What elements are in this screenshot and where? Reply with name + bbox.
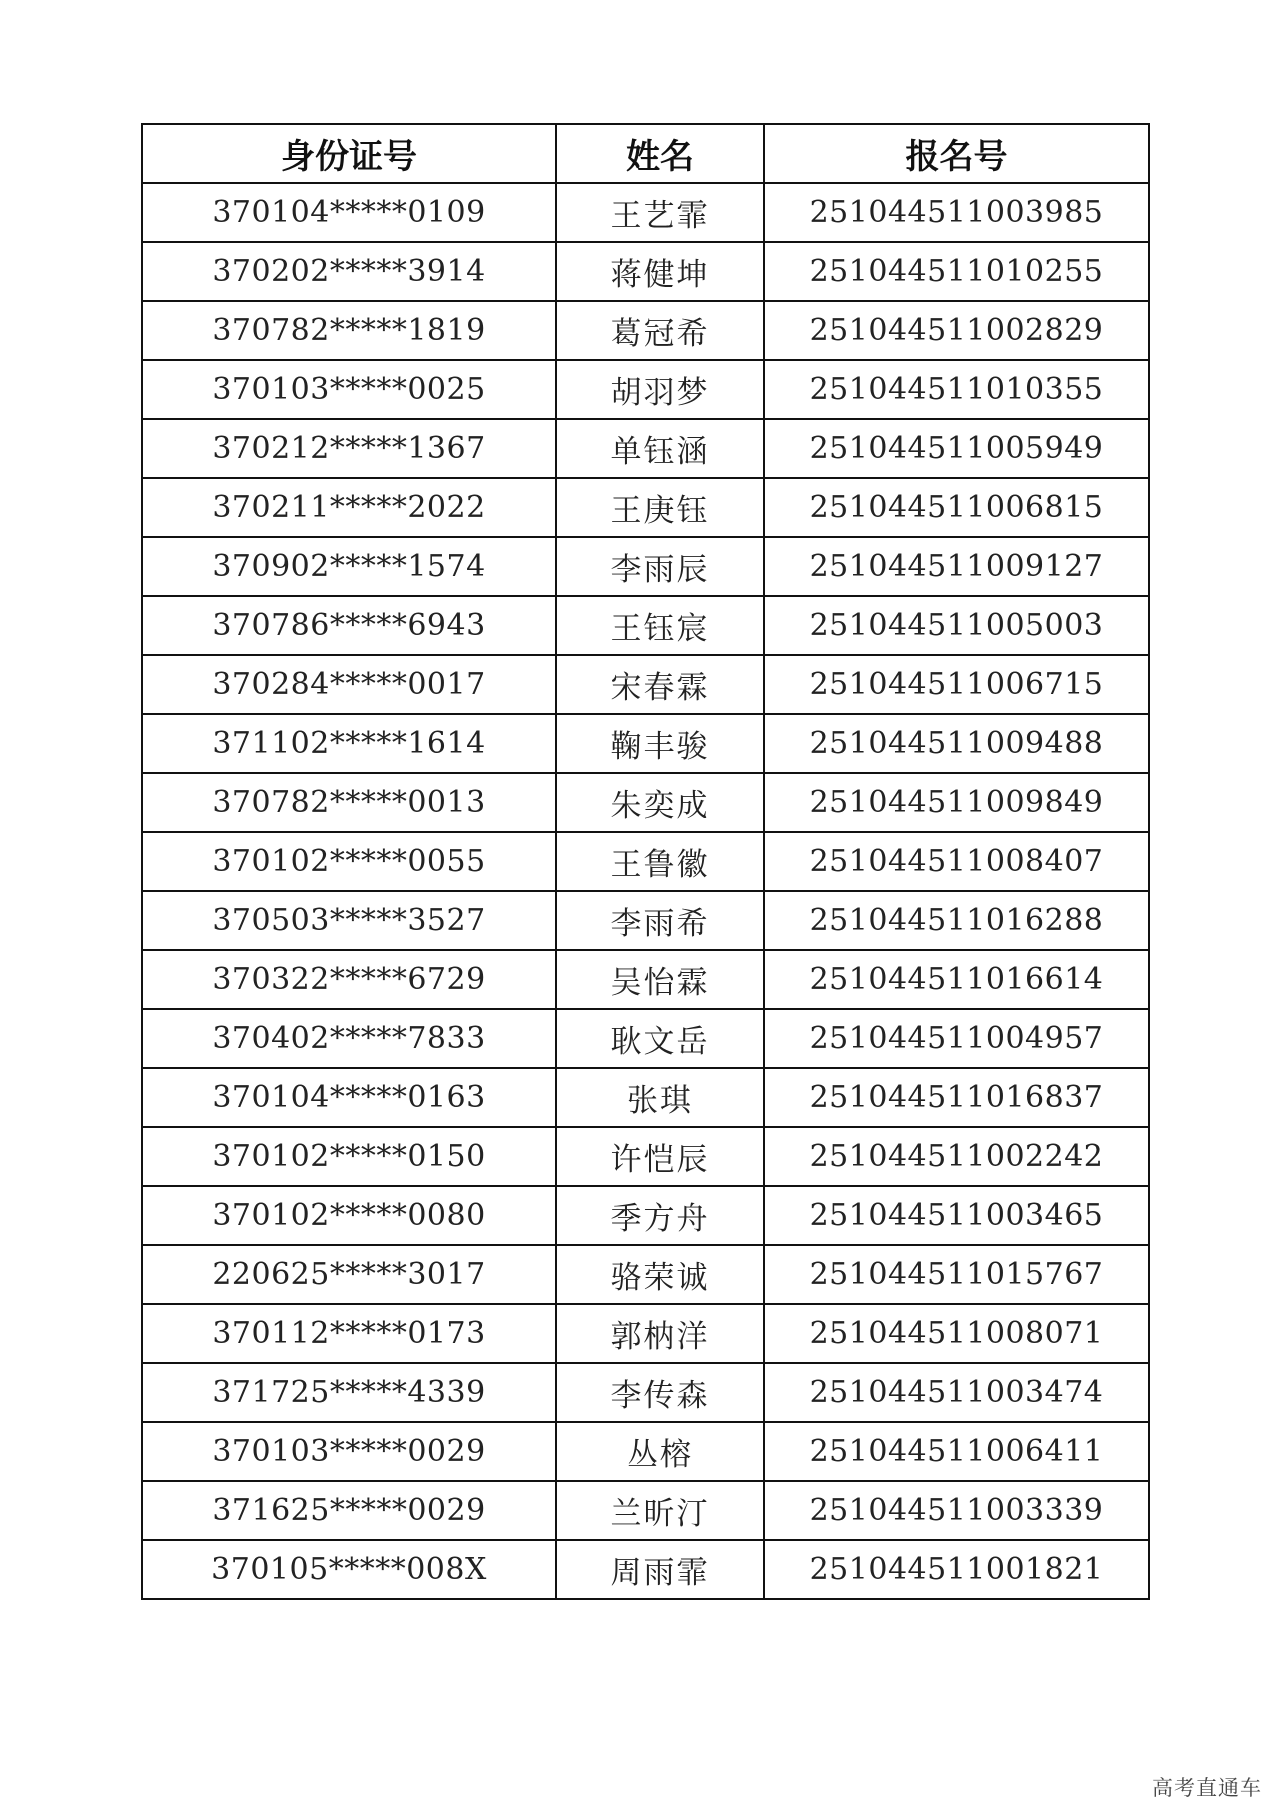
registration-number-cell: 251044511016288 (764, 891, 1149, 950)
registration-number-cell: 251044511005003 (764, 596, 1149, 655)
id-number-cell: 370211*****2022 (142, 478, 556, 537)
name-cell: 周雨霏 (556, 1540, 764, 1599)
name-cell: 耿文岳 (556, 1009, 764, 1068)
table-row (142, 655, 1149, 714)
registration-number-cell: 251044511009127 (764, 537, 1149, 596)
name-cell: 李雨辰 (556, 537, 764, 596)
table-row (142, 537, 1149, 596)
registration-number-cell: 251044511005949 (764, 419, 1149, 478)
name-cell: 吴怡霖 (556, 950, 764, 1009)
header-registration-number: 报名号 (764, 124, 1149, 183)
id-number-cell: 371625*****0029 (142, 1481, 556, 1540)
registration-number-cell: 251044511006815 (764, 478, 1149, 537)
name-cell: 许恺辰 (556, 1127, 764, 1186)
id-number-cell: 370112*****0173 (142, 1304, 556, 1363)
id-number-cell: 370212*****1367 (142, 419, 556, 478)
registration-number-cell: 251044511003474 (764, 1363, 1149, 1422)
header-id-number: 身份证号 (142, 124, 556, 183)
table-row (142, 1245, 1149, 1304)
table-row (142, 832, 1149, 891)
registration-number-cell: 251044511010255 (764, 242, 1149, 301)
name-cell: 郭枘洋 (556, 1304, 764, 1363)
table-row (142, 596, 1149, 655)
id-number-cell: 370322*****6729 (142, 950, 556, 1009)
name-cell: 蒋健坤 (556, 242, 764, 301)
registration-number-cell: 251044511016837 (764, 1068, 1149, 1127)
id-number-cell: 370105*****008X (142, 1540, 556, 1599)
table-row (142, 714, 1149, 773)
name-cell: 季方舟 (556, 1186, 764, 1245)
table-row (142, 1363, 1149, 1422)
table-row (142, 1009, 1149, 1068)
name-cell: 王钰宸 (556, 596, 764, 655)
registration-number-cell: 251044511002829 (764, 301, 1149, 360)
name-cell: 王鲁徽 (556, 832, 764, 891)
registration-number-cell: 251044511015767 (764, 1245, 1149, 1304)
table-row (142, 1127, 1149, 1186)
registration-number-cell: 251044511003985 (764, 183, 1149, 242)
registration-number-cell: 251044511003465 (764, 1186, 1149, 1245)
table-body (142, 183, 1149, 1599)
table-row (142, 301, 1149, 360)
watermark-text: 高考直通车 (1152, 1776, 1262, 1800)
id-number-cell: 370102*****0150 (142, 1127, 556, 1186)
name-cell: 李雨希 (556, 891, 764, 950)
name-cell: 王艺霏 (556, 183, 764, 242)
name-cell: 朱奕成 (556, 773, 764, 832)
id-number-cell: 370104*****0109 (142, 183, 556, 242)
name-cell: 葛冠希 (556, 301, 764, 360)
id-number-cell: 370503*****3527 (142, 891, 556, 950)
registration-number-cell: 251044511002242 (764, 1127, 1149, 1186)
table-row (142, 1481, 1149, 1540)
id-number-cell: 370782*****0013 (142, 773, 556, 832)
id-number-cell: 371102*****1614 (142, 714, 556, 773)
table-row (142, 1068, 1149, 1127)
id-number-cell: 371725*****4339 (142, 1363, 556, 1422)
id-number-cell: 370402*****7833 (142, 1009, 556, 1068)
table-row (142, 891, 1149, 950)
name-cell: 胡羽梦 (556, 360, 764, 419)
table-row (142, 1304, 1149, 1363)
registration-number-cell: 251044511009849 (764, 773, 1149, 832)
registration-number-cell: 251044511003339 (764, 1481, 1149, 1540)
name-cell: 丛榕 (556, 1422, 764, 1481)
id-number-cell: 370102*****0055 (142, 832, 556, 891)
id-number-cell: 370103*****0025 (142, 360, 556, 419)
id-number-cell: 370102*****0080 (142, 1186, 556, 1245)
registration-number-cell: 251044511001821 (764, 1540, 1149, 1599)
registration-number-cell: 251044511006411 (764, 1422, 1149, 1481)
table-row (142, 242, 1149, 301)
name-cell: 张琪 (556, 1068, 764, 1127)
registration-number-cell: 251044511004957 (764, 1009, 1149, 1068)
id-number-cell: 370104*****0163 (142, 1068, 556, 1127)
registration-number-cell: 251044511008407 (764, 832, 1149, 891)
id-number-cell: 370202*****3914 (142, 242, 556, 301)
table-header-row (142, 124, 1149, 183)
id-number-cell: 370902*****1574 (142, 537, 556, 596)
id-number-cell: 370782*****1819 (142, 301, 556, 360)
name-cell: 王庚钰 (556, 478, 764, 537)
header-name: 姓名 (556, 124, 764, 183)
table-row (142, 183, 1149, 242)
registration-number-cell: 251044511010355 (764, 360, 1149, 419)
registration-number-cell: 251044511009488 (764, 714, 1149, 773)
name-cell: 骆荣诚 (556, 1245, 764, 1304)
admission-table (141, 123, 1150, 1600)
registration-number-cell: 251044511008071 (764, 1304, 1149, 1363)
name-cell: 兰昕汀 (556, 1481, 764, 1540)
id-number-cell: 370284*****0017 (142, 655, 556, 714)
name-cell: 鞠丰骏 (556, 714, 764, 773)
table-row (142, 1186, 1149, 1245)
id-number-cell: 370103*****0029 (142, 1422, 556, 1481)
name-cell: 单钰涵 (556, 419, 764, 478)
table-row (142, 950, 1149, 1009)
table-row (142, 1540, 1149, 1599)
table-row (142, 419, 1149, 478)
id-number-cell: 220625*****3017 (142, 1245, 556, 1304)
registration-number-cell: 251044511006715 (764, 655, 1149, 714)
name-cell: 李传森 (556, 1363, 764, 1422)
table-row (142, 1422, 1149, 1481)
id-number-cell: 370786*****6943 (142, 596, 556, 655)
registration-number-cell: 251044511016614 (764, 950, 1149, 1009)
name-cell: 宋春霖 (556, 655, 764, 714)
table-row (142, 360, 1149, 419)
table-row (142, 773, 1149, 832)
table-row (142, 478, 1149, 537)
